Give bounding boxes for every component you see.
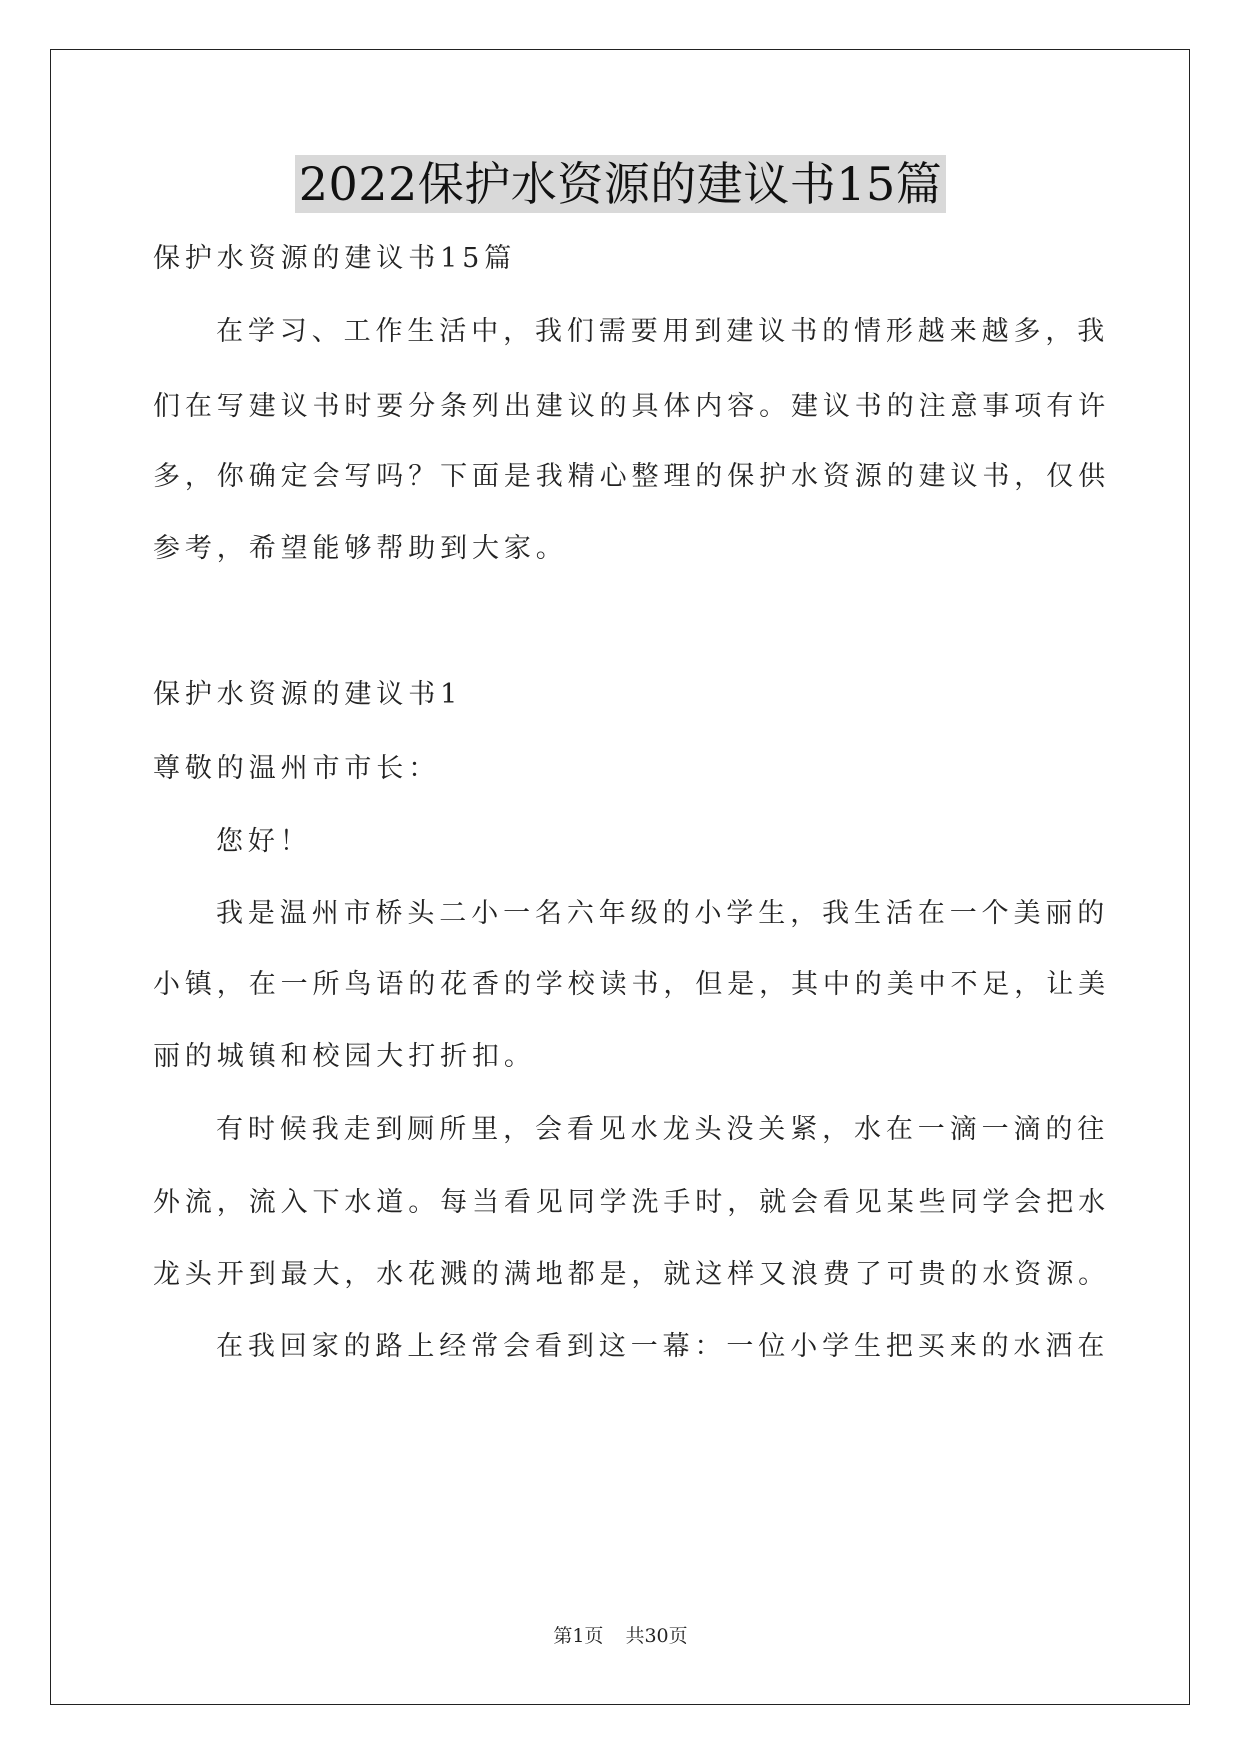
paragraph-line: 外流，流入下水道。每当看见同学洗手时，就会看见某些同学会把水	[153, 1187, 1110, 1218]
intro-line: 多，你确定会写吗？下面是我精心整理的保护水资源的建议书，仅供	[153, 461, 1110, 492]
section-heading: 保护水资源的建议书1	[153, 679, 463, 710]
title-wrap	[0, 155, 1241, 213]
intro-line: 参考，希望能够帮助到大家。	[153, 533, 568, 564]
paragraph-line: 有时候我走到厕所里，会看见水龙头没关紧，水在一滴一滴的往	[216, 1114, 1110, 1145]
intro-line: 在学习、工作生活中，我们需要用到建议书的情形越来越多，我	[216, 316, 1110, 347]
page-footer	[0, 1621, 1241, 1648]
paragraph-line: 小镇，在一所鸟语的花香的学校读书，但是，其中的美中不足，让美	[153, 969, 1110, 1000]
document-title: 2022保护水资源的建议书15篇	[295, 155, 947, 213]
paragraph-line: 在我回家的路上经常会看到这一幕：一位小学生把买来的水洒在	[216, 1331, 1110, 1362]
salutation: 尊敬的温州市市长：	[153, 753, 441, 784]
page-number: 第1页	[553, 1625, 604, 1647]
paragraph-line: 龙头开到最大，水花溅的满地都是，就这样又浪费了可贵的水资源。	[153, 1259, 1110, 1290]
paragraph-line: 我是温州市桥头二小一名六年级的小学生，我生活在一个美丽的	[216, 898, 1110, 929]
page-border	[50, 49, 1190, 1705]
paragraph-line: 丽的城镇和校园大打折扣。	[153, 1041, 536, 1072]
greeting: 您好！	[216, 826, 312, 857]
subtitle: 保护水资源的建议书15篇	[153, 243, 517, 274]
intro-line: 们在写建议书时要分条列出建议的具体内容。建议书的注意事项有许	[153, 391, 1110, 422]
page-total: 共30页	[625, 1625, 688, 1647]
